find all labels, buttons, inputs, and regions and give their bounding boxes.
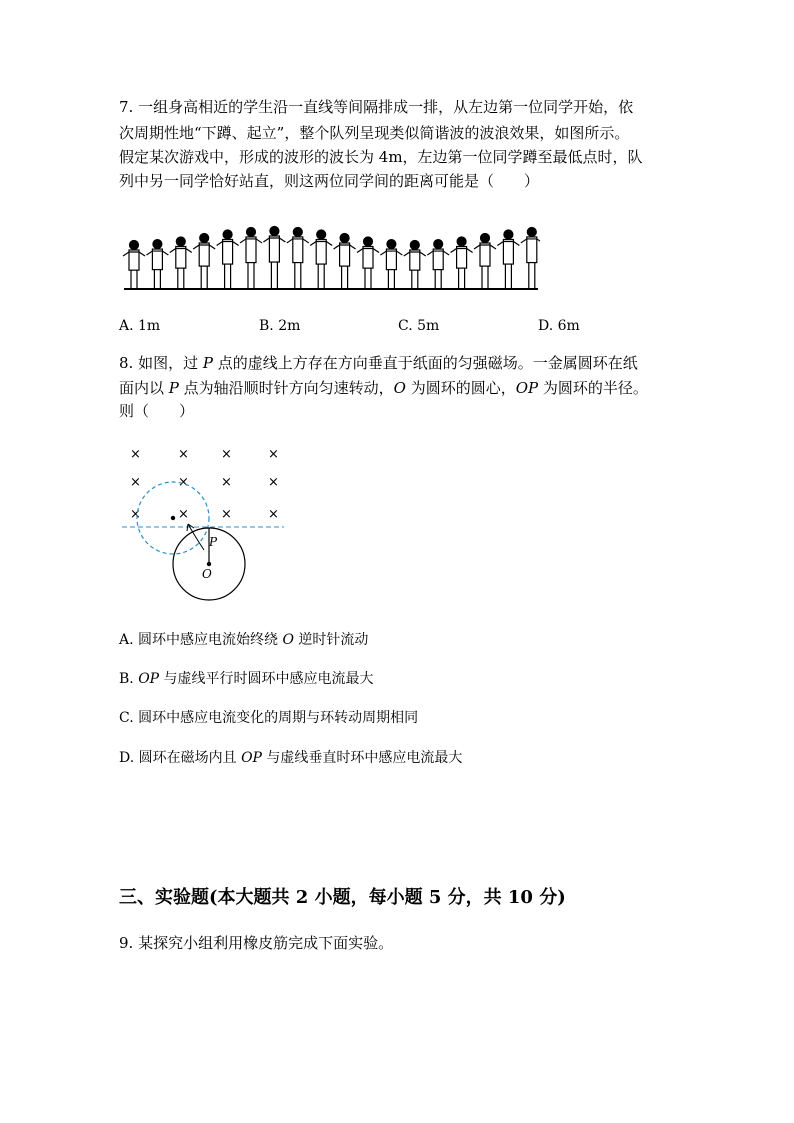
student-figure xyxy=(193,234,215,289)
q7-option-c: C. 5m xyxy=(398,318,440,334)
q8-option-c: C. 圆环中感应电流变化的周期与环转动周期相同 xyxy=(119,710,419,726)
q7-option-a: A. 1m xyxy=(119,318,161,334)
point-o-label: O xyxy=(202,567,212,581)
student-figure xyxy=(263,227,285,289)
student-figure xyxy=(287,227,309,288)
student-wave-figure xyxy=(120,210,540,295)
field-cross-mark: × xyxy=(268,475,279,490)
q7-line-1: 7. 一组身高相近的学生沿一直线等间隔排成一排，从左边第一位同学开始，依 xyxy=(119,98,634,116)
q7-line-4: 列中另一同学恰好站直，则这两位同学间的距离可能是（ ） xyxy=(119,172,540,190)
field-cross-mark: × xyxy=(268,507,279,522)
student-figure xyxy=(217,230,239,288)
student-figure xyxy=(310,230,332,288)
student-figure xyxy=(334,234,356,289)
field-cross-mark: × xyxy=(221,447,232,462)
q7-line-3: 假定某次游戏中，形成的波形的波长为 4m，左边第一位同学蹲至最低点时，队 xyxy=(119,148,643,166)
field-cross-mark: × xyxy=(130,447,141,462)
q8-line-1: 8. 如图，过 P 点的虚线上方存在方向垂直于纸面的匀强磁场。一金属圆环在纸 xyxy=(119,354,638,372)
student-figure xyxy=(123,241,145,289)
student-figure xyxy=(404,241,426,289)
q8-option-a: A. 圆环中感应电流始终绕 O 逆时针流动 xyxy=(119,632,369,648)
field-cross-mark: × xyxy=(268,447,279,462)
q9-text: 9. 某探究小组利用橡皮筋完成下面实验。 xyxy=(119,934,394,952)
field-cross-mark: × xyxy=(178,447,189,462)
student-figure xyxy=(240,227,262,288)
section-heading: 三、实验题(本大题共 2 小题，每小题 5 分，共 10 分) xyxy=(119,887,566,908)
student-figure xyxy=(380,240,402,288)
q8-option-b: B. OP 与虚线平行时圆环中感应电流最大 xyxy=(119,671,374,687)
student-figure xyxy=(146,240,168,288)
student-figure xyxy=(521,227,540,288)
student-figure xyxy=(497,230,519,288)
field-cross-mark: × xyxy=(130,507,141,522)
q8-line-3: 则（ ） xyxy=(119,402,195,420)
student-figure xyxy=(451,237,473,288)
student-figure xyxy=(427,240,449,288)
q7-option-d: D. 6m xyxy=(538,318,580,334)
q7-option-b: B. 2m xyxy=(259,318,301,334)
student-figure xyxy=(474,234,496,289)
student-figure xyxy=(170,237,192,288)
q8-line-2: 面内以 P 点为轴沿顺时针方向匀速转动，O 为圆环的圆心，OP 为圆环的半径。 xyxy=(119,379,648,397)
field-cross-mark: × xyxy=(178,507,189,522)
field-cross-mark: × xyxy=(130,475,141,490)
field-cross-mark: × xyxy=(221,507,232,522)
q8-option-d: D. 圆环在磁场内且 OP 与虚线垂直时环中感应电流最大 xyxy=(119,750,463,766)
ring-field-figure xyxy=(118,438,298,608)
student-figure xyxy=(357,237,379,288)
field-cross-mark: × xyxy=(221,475,232,490)
field-cross-mark: × xyxy=(178,475,189,490)
point-p-label: P xyxy=(209,535,218,549)
q7-line-2: 次周期性地“下蹲、起立”，整个队列呈现类似简谐波的波浪效果，如图所示。 xyxy=(119,124,630,142)
